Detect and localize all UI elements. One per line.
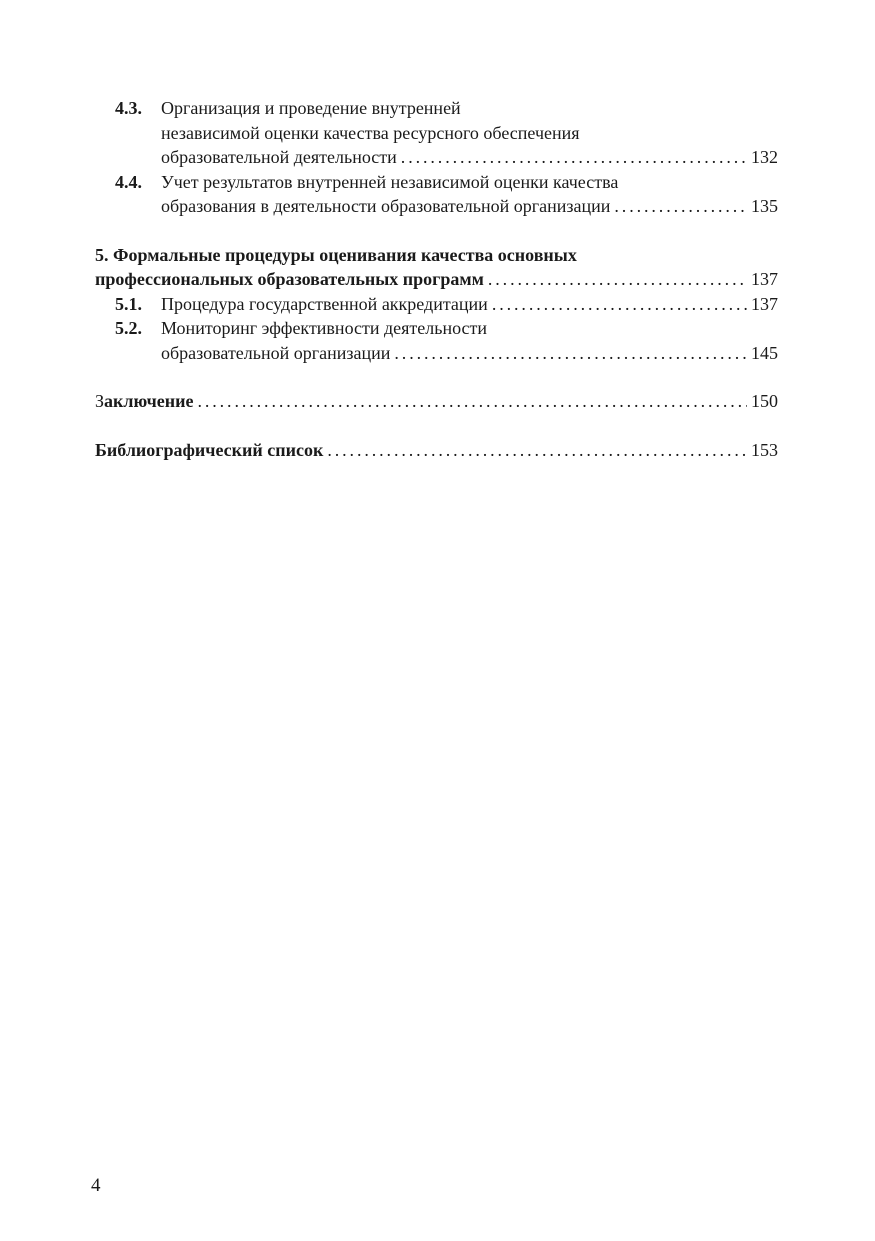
page-folio-number: 4 (91, 1175, 101, 1196)
toc-entry-4-3-line1 (95, 96, 778, 121)
toc-entry-5-2-line2 (95, 341, 778, 366)
page-number: 132 (751, 147, 778, 167)
toc-entry-4-3-line2 (95, 121, 778, 146)
page-number: 135 (751, 196, 778, 216)
section-title-continued: независимой оценки качества ресурсного обеспечения (161, 122, 580, 143)
toc-conclusion (95, 389, 778, 414)
conclusion-first-letter: З (95, 391, 105, 411)
dot-leader (614, 194, 747, 219)
dot-leader (492, 292, 747, 317)
page-number: 137 (751, 293, 778, 314)
toc-chapter-5-line2 (95, 267, 778, 292)
page-number: 153 (751, 439, 778, 460)
section-title: Процедура государственной аккредитации (161, 293, 488, 314)
toc-chapter-5-line1 (95, 243, 778, 268)
toc-entry-4-3-line3 (95, 145, 778, 170)
dot-leader (197, 389, 747, 414)
page-number: 137 (751, 269, 778, 289)
table-of-contents (95, 96, 778, 462)
section-number: 4.3. (115, 98, 142, 118)
section-title: Мониторинг эффективности деятельности (161, 318, 488, 338)
section-number: 5.2. (115, 318, 142, 338)
section-title: Организация и проведение внутренней (161, 98, 461, 118)
section-title-continued: образования в деятельности образовательной организации (161, 196, 611, 216)
toc-bibliography (95, 438, 778, 463)
dot-leader (401, 145, 747, 170)
section-number: 4.4. (115, 171, 142, 192)
chapter-title-continued: профессиональных образовательных программ (95, 269, 484, 289)
bibliography-title: Библиографический список (95, 439, 324, 460)
dot-leader (488, 267, 747, 292)
toc-entry-4-4-line1 (95, 170, 778, 195)
dot-leader (394, 341, 747, 366)
section-title-continued: образовательной деятельности (161, 147, 397, 167)
conclusion-title (95, 389, 193, 414)
toc-entry-4-4-line2 (95, 194, 778, 219)
page-number: 150 (751, 391, 778, 411)
toc-entry-5-2-line1 (95, 316, 778, 341)
section-number: 5.1. (115, 293, 142, 314)
chapter-title: 5. Формальные процедуры оценивания качества основных (95, 244, 577, 265)
dot-leader (327, 438, 747, 463)
conclusion-title-rest: аключение (104, 391, 194, 411)
section-title-continued: образовательной организации (161, 342, 391, 363)
section-title: Учет результатов внутренней независимой оценки качества (161, 171, 619, 192)
toc-entry-5-1 (95, 292, 778, 317)
page-number: 145 (751, 342, 778, 363)
